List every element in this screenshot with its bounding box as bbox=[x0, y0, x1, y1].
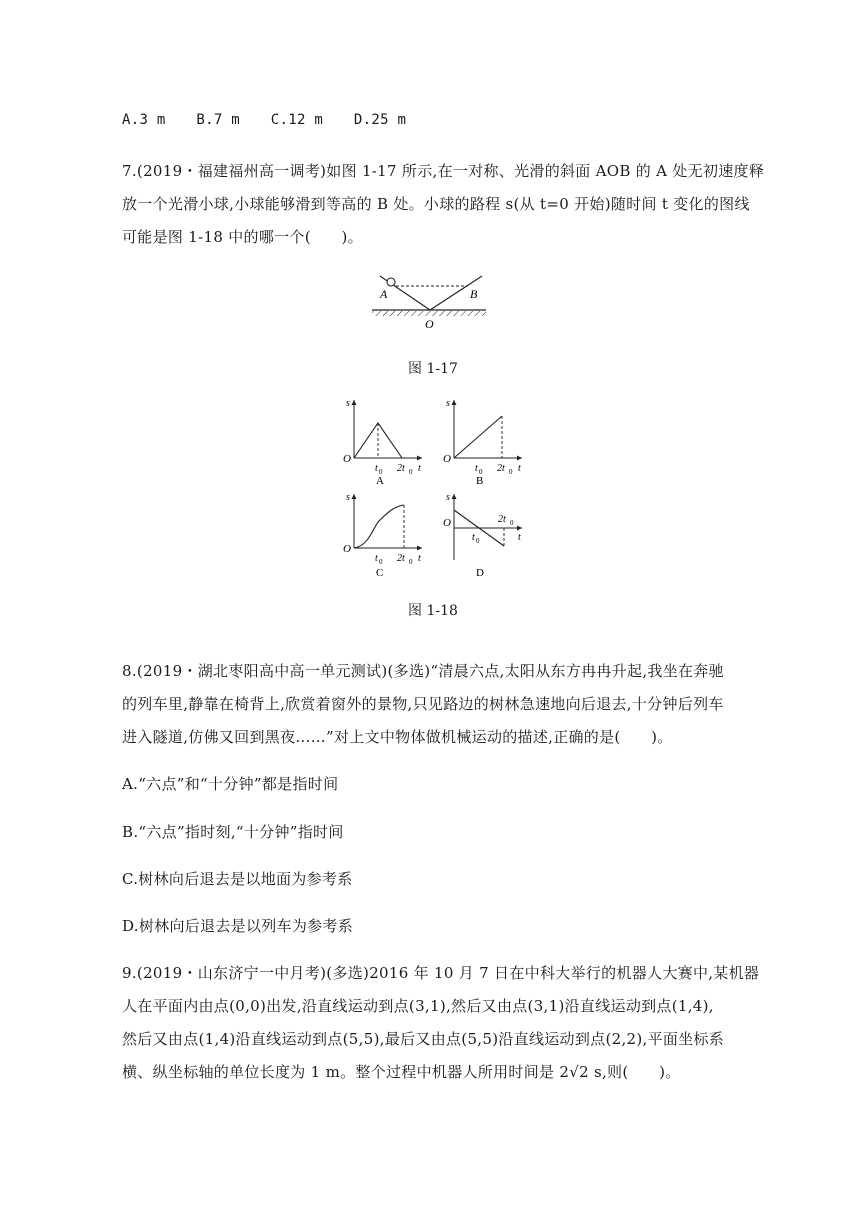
panel-label-d: D bbox=[476, 567, 484, 579]
svg-text:2t: 2t bbox=[497, 463, 505, 474]
q8-option-d: D.树林向后退去是以列车为参考系 bbox=[122, 917, 354, 935]
graph-panel-b bbox=[440, 396, 530, 486]
svg-text:t: t bbox=[375, 553, 378, 564]
svg-text:t: t bbox=[518, 532, 521, 543]
q8-line-3: 进入隧道,仿佛又回到黑夜……”对上文中物体做机械运动的描述,正确的是( )。 bbox=[122, 728, 673, 746]
svg-text:0: 0 bbox=[409, 468, 413, 476]
graph-panel-d bbox=[440, 490, 530, 582]
label-o: O bbox=[425, 317, 434, 331]
svg-text:t: t bbox=[375, 463, 378, 474]
q9-line-1: 9.(2019・山东济宁一中月考)(多选)2016 年 10 月 7 日在中科大举行的机器人大赛中,某机器 bbox=[122, 964, 760, 982]
svg-text:t: t bbox=[518, 463, 521, 474]
panel-label-a: A bbox=[376, 475, 384, 486]
panel-label-c: C bbox=[376, 567, 384, 579]
figure-1-17 bbox=[370, 272, 490, 334]
svg-text:O: O bbox=[443, 453, 451, 465]
q8-line-2: 的列车里,静靠在椅背上,欣赏着窗外的景物,只见路边的树林急速地向后退去,十分钟后列车 bbox=[122, 695, 724, 713]
q7-line-1: 7.(2019・福建福州高一调考)如图 1-17 所示,在一对称、光滑的斜面 AOB 的 A 处无初速度释 bbox=[122, 162, 765, 180]
q9-line-3: 然后又由点(1,4)沿直线运动到点(5,5),最后又由点(5,5)沿直线运动到点(2,2),平面坐标系 bbox=[122, 1030, 725, 1048]
figure-1-18-caption: 图 1-18 bbox=[408, 603, 458, 619]
q9-line-4: 横、纵坐标轴的单位长度为 1 m。整个过程中机器人所用时间是 2√2 s,则( )。 bbox=[122, 1063, 681, 1081]
svg-text:t: t bbox=[418, 553, 421, 564]
graph-panel-c bbox=[340, 490, 430, 582]
svg-text:0: 0 bbox=[379, 558, 383, 566]
svg-text:2t: 2t bbox=[397, 553, 405, 564]
q7-line-3: 可能是图 1-18 中的哪一个( )。 bbox=[122, 228, 363, 246]
svg-text:0: 0 bbox=[479, 468, 483, 476]
svg-text:t: t bbox=[475, 463, 478, 474]
q8-option-c: C.树林向后退去是以地面为参考系 bbox=[122, 870, 353, 888]
svg-text:2t: 2t bbox=[397, 463, 405, 474]
label-a: A bbox=[380, 287, 388, 301]
q6-option-d: D.25 m bbox=[353, 112, 407, 128]
svg-text:s: s bbox=[346, 398, 350, 409]
svg-text:t: t bbox=[472, 532, 475, 543]
q6-option-a: A.3 m bbox=[122, 112, 166, 128]
svg-text:s: s bbox=[346, 492, 350, 503]
svg-text:O: O bbox=[343, 453, 351, 465]
figure-1-17-caption: 图 1-17 bbox=[408, 361, 458, 377]
svg-text:0: 0 bbox=[509, 468, 513, 476]
svg-text:s: s bbox=[446, 492, 450, 503]
svg-text:0: 0 bbox=[476, 537, 480, 545]
svg-text:0: 0 bbox=[510, 519, 514, 527]
svg-text:s: s bbox=[446, 398, 450, 409]
panel-label-b: B bbox=[476, 475, 484, 486]
ball-icon bbox=[387, 278, 395, 286]
svg-text:2t: 2t bbox=[498, 514, 506, 525]
graph-panel-a bbox=[340, 396, 430, 486]
q6-options bbox=[122, 112, 428, 128]
q7-line-2: 放一个光滑小球,小球能够滑到等高的 B 处。小球的路程 s(从 t=0 开始)随时间 t 变化的图线 bbox=[122, 195, 750, 213]
q8-option-b: B.“六点”指时刻,“十分钟”指时间 bbox=[122, 823, 344, 841]
label-b: B bbox=[470, 287, 478, 301]
q9-line-2: 人在平面内由点(0,0)出发,沿直线运动到点(3,1),然后又由点(3,1)沿直线运动到点(1,4), bbox=[122, 997, 714, 1015]
q8-option-a: A.“六点”和“十分钟”都是指时间 bbox=[122, 775, 339, 793]
q6-option-c: C.12 m bbox=[270, 112, 324, 128]
q6-option-b: B.7 m bbox=[196, 112, 241, 128]
svg-text:O: O bbox=[343, 543, 351, 555]
svg-text:t: t bbox=[418, 463, 421, 474]
svg-text:0: 0 bbox=[409, 558, 413, 566]
q8-line-1: 8.(2019・湖北枣阳高中高一单元测试)(多选)“清晨六点,太阳从东方冉冉升起,我坐在奔驰 bbox=[122, 662, 724, 680]
svg-text:0: 0 bbox=[379, 468, 383, 476]
svg-text:O: O bbox=[443, 517, 451, 529]
